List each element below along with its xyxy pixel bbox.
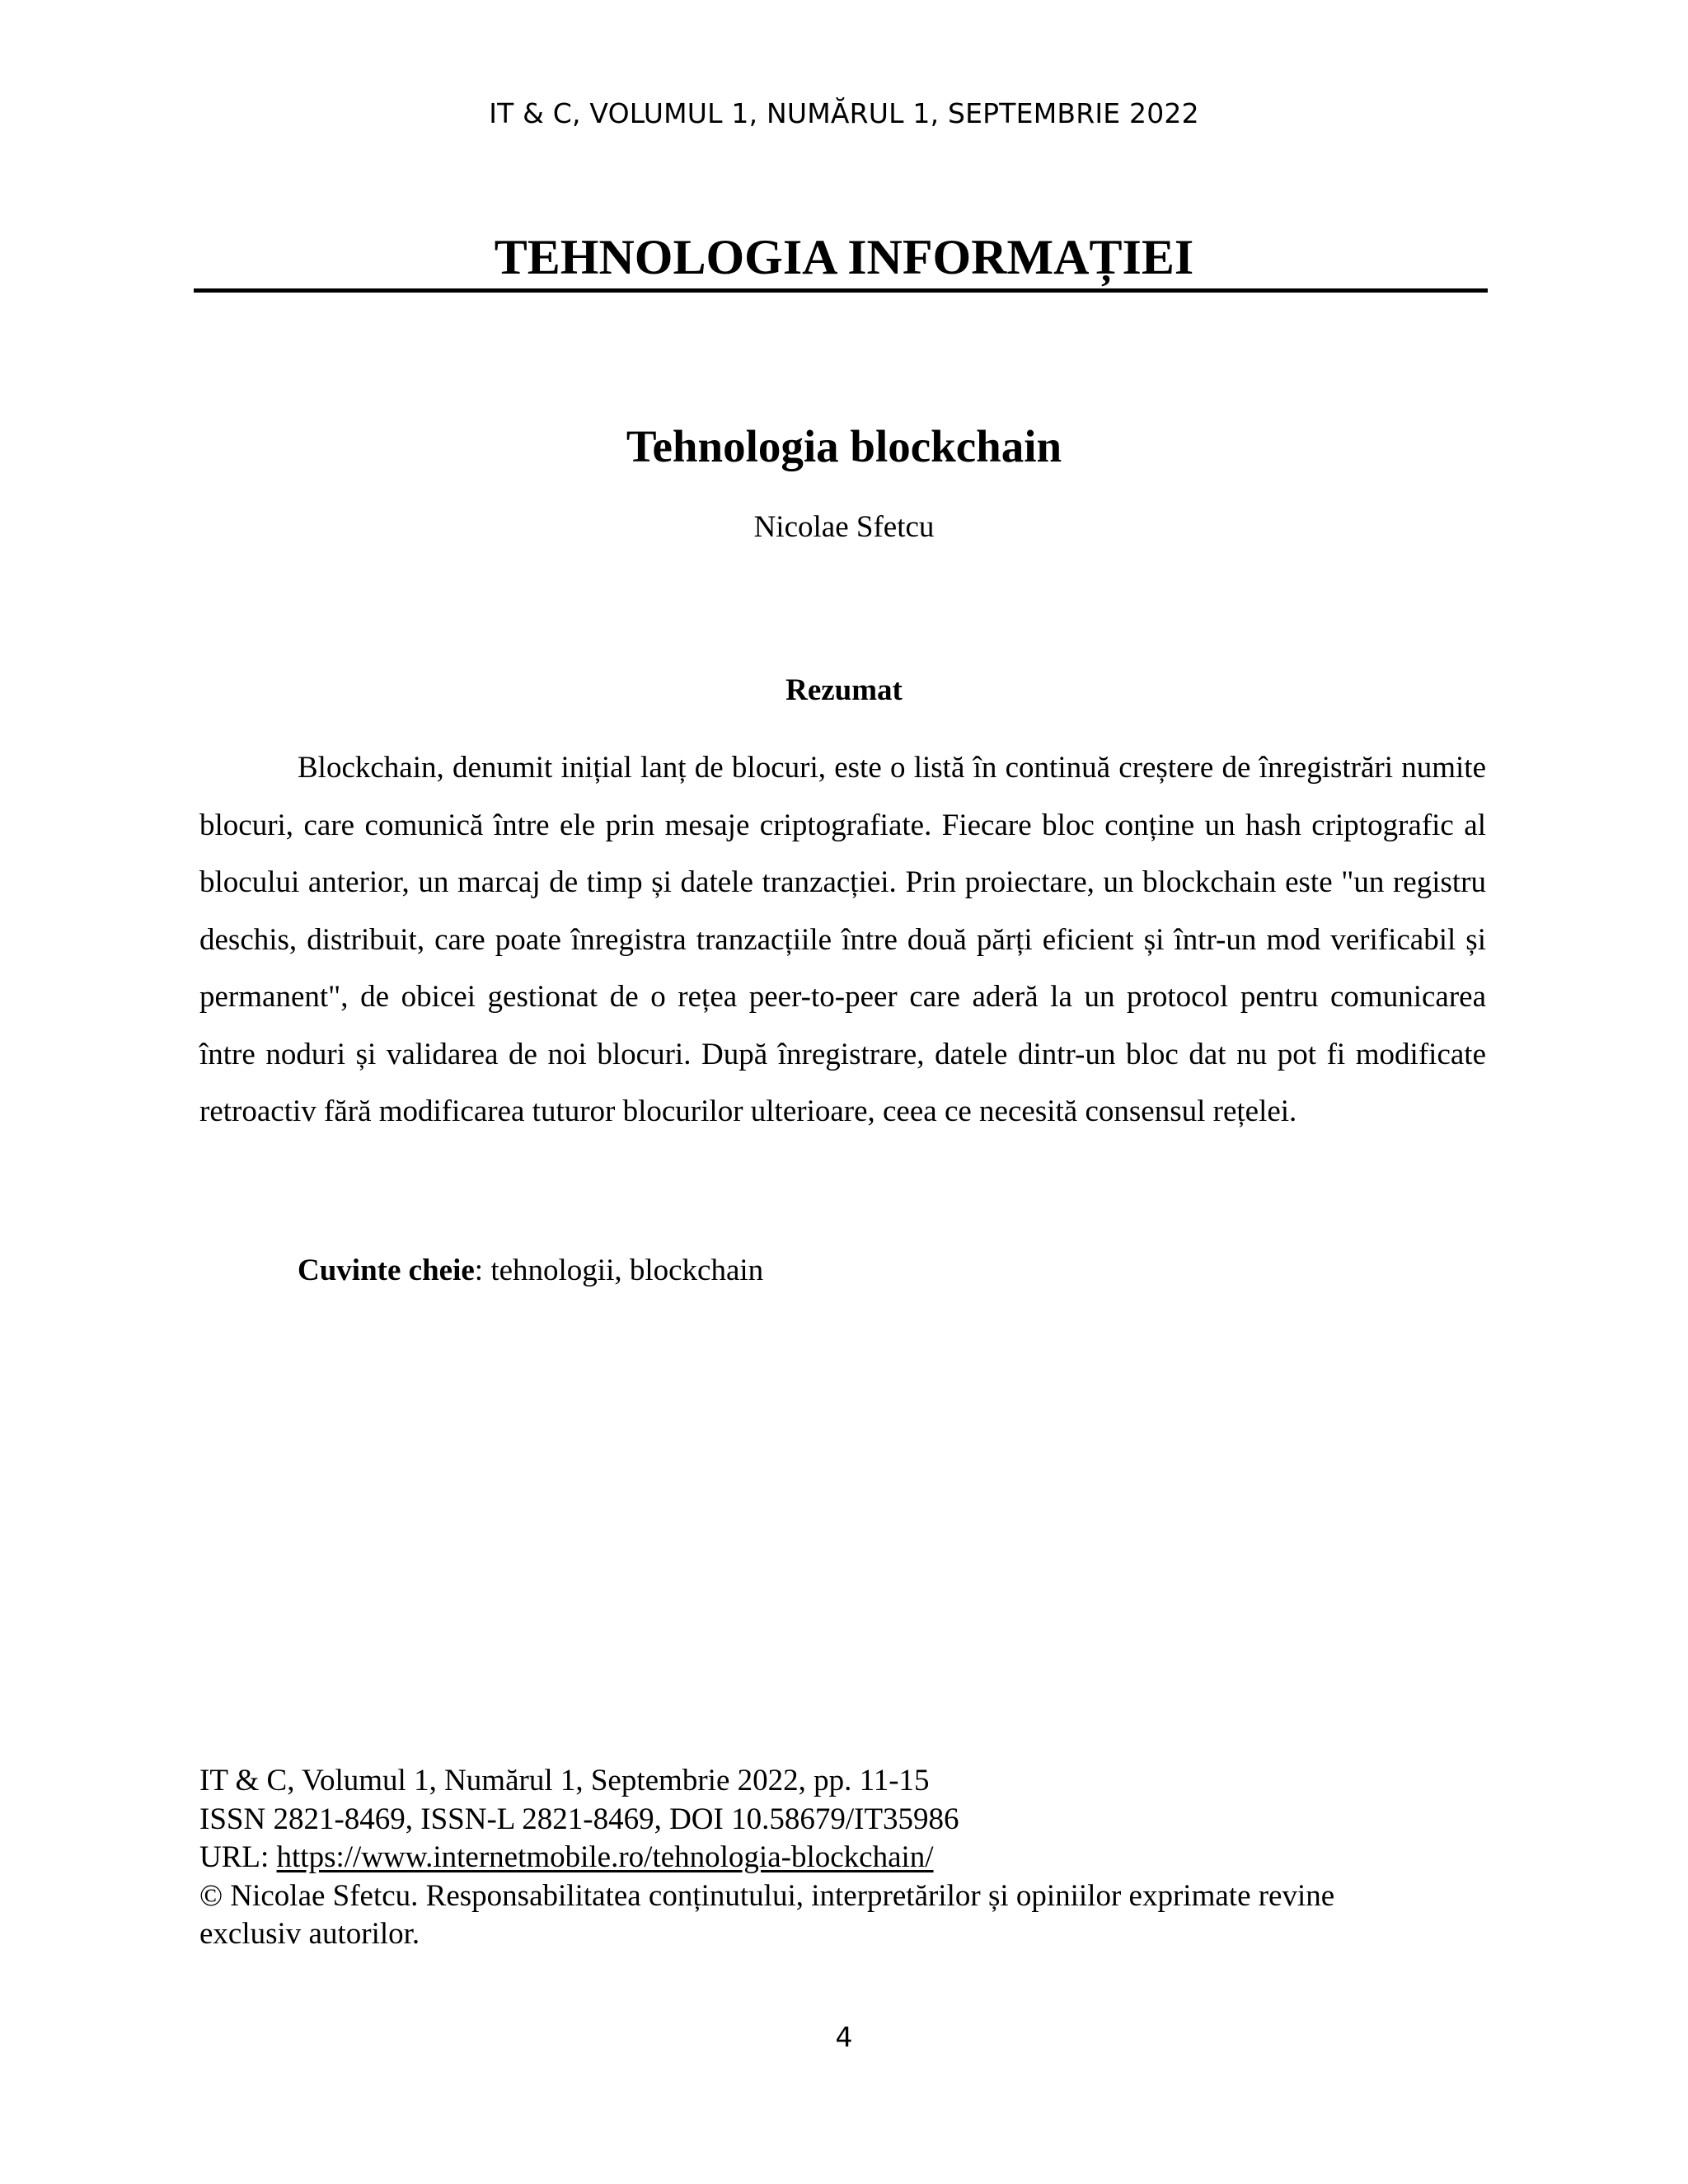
citation-issn-line: ISSN 2821-8469, ISSN-L 2821-8469, DOI 10.58679/IT35986 <box>199 1802 959 1836</box>
abstract-text: Blockchain, denumit inițial lanț de blocuri, este o listă în continuă creștere de înregistrări numite blocuri, care comunică între ele prin mesaje criptografiate. Fiecare bloc conține un hash criptografic al blocului anterior, un marcaj de timp și datele tranzacției. Prin proiectare, un blockchain este "un registru deschis, distribuit, care poate înregistra tranzacțiile între două părți eficient și într-un mod verificabil și permanent", de obicei gestionat de o rețea peer-to-peer care aderă la un protocol pentru comunicarea între noduri și validarea de noi blocuri. După înregistrare, datele dintr-un bloc dat nu pot fi modificate retroactiv fără modificarea tuturor blocurilor ulterioare, ceea ce necesită consensul rețelei. <box>199 751 1486 1128</box>
url-label: URL: <box>199 1840 277 1874</box>
article-title: Tehnologia blockchain <box>626 421 1062 471</box>
author-name: Nicolae Sfetcu <box>753 510 935 544</box>
section-title: TEHNOLOGIA INFORMAȚIEI <box>494 230 1194 284</box>
abstract-heading: Rezumat <box>785 673 903 707</box>
citation-block <box>199 1762 1518 1954</box>
keywords-label: Cuvinte cheie <box>298 1254 475 1287</box>
citation-url-line <box>199 1839 1518 1877</box>
section-divider <box>194 288 1488 293</box>
running-header: IT & C, VOLUMUL 1, NUMĂRUL 1, SEPTEMBRIE 2022 <box>489 97 1199 129</box>
copyright-line-continued: exclusiv autorilor. <box>199 1917 420 1951</box>
page-number: 4 <box>835 2021 853 2053</box>
citation-issue-line: IT & C, Volumul 1, Numărul 1, Septembrie 2022, pp. 11-15 <box>199 1764 930 1797</box>
keywords-line <box>298 1253 763 1288</box>
keywords-separator: : <box>474 1254 491 1287</box>
keywords-values: tehnologii, blockchain <box>490 1254 764 1287</box>
article-url-link[interactable]: https://www.internetmobile.ro/tehnologia-blockchain/ <box>276 1840 934 1874</box>
copyright-line: © Nicolae Sfetcu. Responsabilitatea conținutului, interpretărilor și opiniilor exprimate revine <box>199 1878 1335 1913</box>
